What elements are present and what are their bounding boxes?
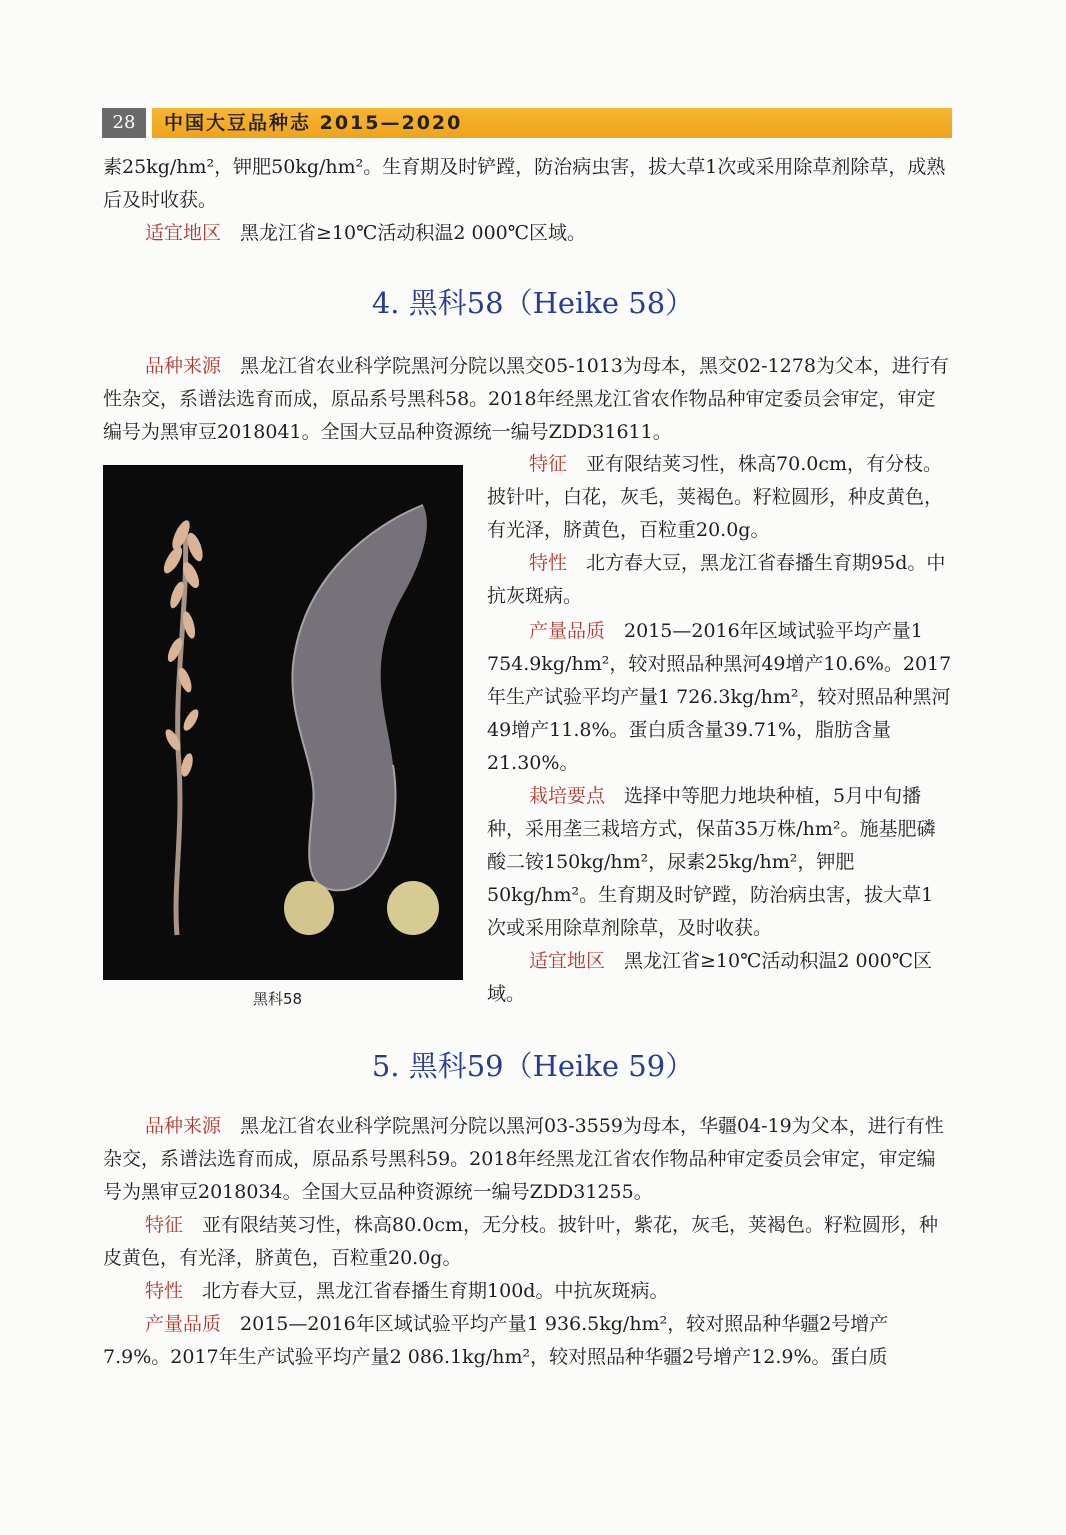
book-title: 中国大豆品种志 2015—2020: [148, 108, 952, 138]
entry4-cultivation: [487, 780, 952, 945]
entry5-yield-label: 产量品质: [145, 1313, 222, 1335]
entry5-origin-text: 黑龙江省农业科学院黑河分院以黑河03-3559为母本，华疆04-19为父本，进行有性杂交，系谱法选育而成，原品系号黑科59。2018年经黑龙江省农作物品种审定委员会审定，审定编号为黑审豆2018034。全国大豆品种资源统一编号ZDD31255。: [103, 1115, 944, 1203]
page-number: 28: [102, 108, 146, 138]
running-header: [102, 108, 952, 138]
entry5-property-text: 北方春大豆，黑龙江省春播生育期100d。中抗灰斑病。: [202, 1280, 669, 1302]
entry5-property-label: 特性: [145, 1280, 184, 1302]
entry4-property: [487, 547, 952, 613]
entry5-yield: [103, 1308, 952, 1374]
entry4-traits-text: 亚有限结荚习性，株高70.0cm，有分枝。披针叶，白花，灰毛，荚褐色。籽粒圆形，种皮黄色，有光泽，脐黄色，百粒重20.0g。: [487, 453, 944, 541]
entry4-region: [487, 945, 952, 1011]
intro-text: 素25kg/hm²，钾肥50kg/hm²。生育期及时铲蹚，防治病虫害，拔大草1次或采用除草剂除草，成熟后及时收获。: [103, 156, 946, 211]
entry5-traits-label: 特征: [145, 1214, 184, 1236]
entry4-property-text: 北方春大豆，黑龙江省春播生育期95d。中抗灰斑病。: [487, 552, 946, 607]
intro-region-text: 黑龙江省≥10℃活动积温2 000℃区域。: [240, 222, 587, 244]
soybean-illustration: [103, 465, 463, 980]
entry5-origin-label: 品种来源: [145, 1115, 222, 1137]
entry5-traits-text: 亚有限结荚习性，株高80.0cm，无分枝。披针叶，紫花，灰毛，荚褐色。籽粒圆形，种皮黄色，有光泽，脐黄色，百粒重20.0g。: [103, 1214, 938, 1269]
entry5-title: 5. 黑科59（Heike 59）: [371, 1049, 695, 1083]
entry4-cultivation-label: 栽培要点: [529, 785, 606, 807]
entry4-title: 4. 黑科58（Heike 58）: [371, 286, 695, 320]
entry4-origin-text: 黑龙江省农业科学院黑河分院以黑交05-1013为母本，黑交02-1278为父本，进行有性杂交，系谱法选育而成，原品系号黑科58。2018年经黑龙江省农作物品种审定委员会审定，审定编号为黑审豆2018041。全国大豆品种资源统一编号ZDD31611。: [103, 355, 949, 443]
entry4-cultivation-text: 选择中等肥力地块种植，5月中旬播种，采用垄三栽培方式，保苗35万株/hm²。施基肥磷酸二铵150kg/hm²，尿素25kg/hm²，钾肥50kg/hm²。生育期及时铲蹚，防治病虫害，拔大草1次或采用除草剂除草，及时收获。: [487, 785, 936, 939]
entry5-yield-text: 2015—2016年区域试验平均产量1 936.5kg/hm²，较对照品种华疆2号增产7.9%。2017年生产试验平均产量2 086.1kg/hm²，较对照品种华疆2号增产12.9%。蛋白质: [103, 1313, 889, 1368]
entry4-traits-label: 特征: [529, 453, 568, 475]
entry4-region-label: 适宜地区: [529, 950, 606, 972]
photo-caption: 黑科58: [253, 990, 303, 1008]
soybean-photo: [103, 465, 463, 980]
entry5-origin: [103, 1110, 952, 1209]
entry5-property: [103, 1275, 952, 1308]
intro-paragraph: [103, 151, 952, 217]
entry4-property-label: 特性: [529, 552, 568, 574]
entry4-traits: [487, 448, 952, 547]
intro-region-label: 适宜地区: [145, 222, 222, 244]
entry4-origin: [103, 350, 952, 449]
entry4-yield-label: 产量品质: [529, 620, 606, 642]
entry5-traits: [103, 1209, 952, 1275]
intro-region: [103, 217, 952, 250]
entry4-yield-text: 2015—2016年区域试验平均产量1 754.9kg/hm²，较对照品种黑河49增产10.6%。2017年生产试验平均产量1 726.3kg/hm²，较对照品种黑河49增产11.8%。蛋白质含量39.71%，脂肪含量21.30%。: [487, 620, 952, 774]
entry4-origin-label: 品种来源: [145, 355, 222, 377]
entry4-yield: [487, 615, 952, 780]
entry4-region-text: 黑龙江省≥10℃活动积温2 000℃区域。: [487, 950, 933, 1005]
